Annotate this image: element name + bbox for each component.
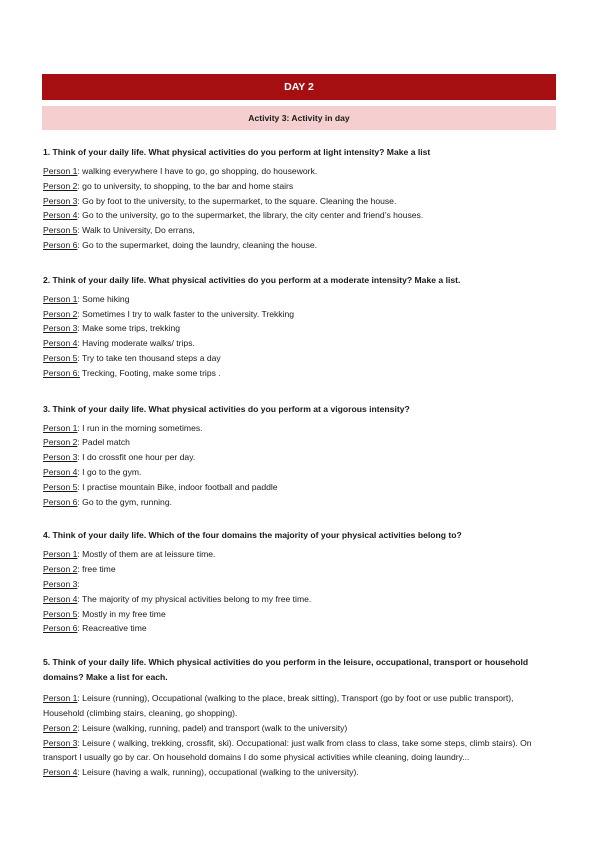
- answer-line: [43, 366, 555, 381]
- question-section: [43, 403, 555, 510]
- person-label: Person 5: [43, 481, 78, 492]
- answer-text: : The majority of my physical activities belong to my free time.: [77, 593, 312, 604]
- answer-text: : Go by foot to the university, to the supermarket, to the square. Cleaning the house.: [77, 195, 397, 206]
- person-label: Person 4: [43, 593, 78, 604]
- answer-line: [43, 450, 555, 465]
- person-label: Person 5: [43, 608, 78, 619]
- answer-text: : Reacreative time: [77, 623, 147, 634]
- answer-line: [43, 465, 555, 480]
- person-label: Person 3: [43, 452, 78, 463]
- person-label: Person 2: [43, 308, 78, 319]
- person-label: Person 1: [43, 693, 78, 704]
- person-label: Person 4: [43, 466, 78, 477]
- answer-text: : Some hiking: [77, 293, 130, 304]
- answer-line: [43, 480, 555, 495]
- answer-line: [43, 736, 555, 766]
- answer-text: : I practise mountain Bike, indoor football and paddle: [77, 481, 278, 492]
- question-heading: 1. Think of your daily life. What physical activities do you perform at light intensity? Make a list: [43, 147, 431, 157]
- person-label: Person 2: [43, 180, 78, 191]
- day-banner: [42, 74, 556, 100]
- answer-text: : Having moderate walks/ trips.: [77, 338, 195, 349]
- activity-title: Activity 3: Activity in day: [248, 113, 350, 123]
- answer-line: [43, 307, 555, 322]
- answer-line: [43, 435, 555, 450]
- answer-text: : I go to the gym.: [77, 466, 142, 477]
- answer-line: [43, 179, 555, 194]
- answer-line: [43, 691, 555, 721]
- day-title: DAY 2: [284, 81, 314, 93]
- document-body: [43, 146, 555, 780]
- answer-text: : Go to the supermarket, doing the laundry, cleaning the house.: [77, 239, 318, 250]
- answer-text: : Make some trips, trekking: [77, 323, 181, 334]
- person-label: Person 1: [43, 166, 78, 176]
- answer-line: [43, 208, 555, 223]
- answer-text: : walking everywhere I have to go, go shopping, do housework.: [77, 166, 318, 176]
- answer-text: : Leisure (running), Occupational (walking to the place, break sitting), Transport (go by foot or use public transport), Household (climbing stairs, cleaning, go shopping).: [43, 693, 514, 718]
- person-label: Person 3: [43, 323, 78, 334]
- answer-text: : I run in the morning sometimes.: [77, 422, 203, 433]
- answer-text: :: [77, 578, 80, 589]
- answer-line: [43, 721, 555, 736]
- answer-line: [43, 194, 555, 209]
- answer-line: [43, 607, 555, 622]
- answer-line: [43, 547, 555, 562]
- question-heading: 5. Think of your daily life. Which physical activities do you perform in the leisure, occupational, transport or household domains? Make a list for each.: [43, 657, 529, 683]
- answer-line: [43, 495, 555, 510]
- answer-text: : Walk to University, Do errans,: [77, 225, 195, 236]
- person-label: Person 6: [43, 623, 78, 634]
- person-label: Person 5: [43, 352, 78, 363]
- person-label: Person 3: [43, 578, 78, 589]
- person-label: Person 4: [43, 767, 78, 778]
- person-label: Person 4: [43, 210, 78, 221]
- answer-line: [43, 621, 555, 636]
- question-section: [43, 274, 555, 381]
- answer-line: [43, 223, 555, 238]
- answer-text: : I do crossfit one hour per day.: [77, 452, 196, 463]
- answer-text: : Leisure (having a walk, running), occupational (walking to the university).: [77, 767, 359, 778]
- person-label: Person 3: [43, 195, 78, 206]
- answer-text: : Sometimes I try to walk faster to the university. Trekking: [77, 308, 295, 319]
- activity-banner: [42, 106, 556, 130]
- question-section: [43, 529, 555, 636]
- answer-text: : Leisure (walking, running, padel) and transport (walk to the university): [77, 722, 348, 733]
- question-heading: 3. Think of your daily life. What physical activities do you perform at a vigorous intensity?: [43, 403, 410, 414]
- answer-line: [43, 292, 555, 307]
- person-label: Person 4: [43, 338, 78, 349]
- person-label: Person 1: [43, 549, 78, 560]
- answer-text: : Try to take ten thousand steps a day: [77, 352, 221, 363]
- person-label: Person 5: [43, 225, 78, 236]
- person-label: Person 1: [43, 293, 78, 304]
- answer-line: [43, 238, 555, 253]
- person-label: Person 2: [43, 564, 78, 575]
- person-label: Person 6: [43, 239, 78, 250]
- answer-text: : go to university, to shopping, to the bar and home stairs: [77, 180, 294, 191]
- answer-line: [43, 164, 555, 179]
- question-heading: 4. Think of your daily life. Which of the four domains the majority of your physical activities belong to?: [43, 530, 462, 541]
- answer-line: [43, 577, 555, 592]
- answer-line: [43, 336, 555, 351]
- question-heading: 2. Think of your daily life. What physical activities do you perform at a moderate intensity? Make a list.: [43, 274, 461, 285]
- person-label: Person 6: [43, 496, 78, 507]
- answer-text: : Padel match: [77, 437, 130, 448]
- person-label: Person 6:: [43, 367, 80, 378]
- answer-line: [43, 765, 555, 780]
- person-label: Person 1: [43, 422, 78, 433]
- question-section: [43, 655, 555, 780]
- answer-text: : Go to the university, go to the supermarket, the library, the city center and friend’s houses.: [77, 210, 424, 221]
- answer-text: Trecking, Footing, make some trips .: [79, 367, 221, 378]
- person-label: Person 2: [43, 437, 78, 448]
- person-label: Person 3: [43, 737, 78, 748]
- person-label: Person 2: [43, 722, 78, 733]
- answer-line: [43, 421, 555, 436]
- answer-text: : Go to the gym, running.: [77, 496, 172, 507]
- answer-line: [43, 321, 555, 336]
- answer-text: : Mostly in my free time: [77, 608, 166, 619]
- answer-text: : free time: [77, 564, 116, 575]
- answer-text: : Leisure ( walking, trekking, crossfit, ski). Occupational: just walk from class to class, take some steps, climb stairs). On transport I usually go by car. On household domains I do some physical activities while cleaning, doing laundry...: [43, 737, 532, 763]
- question-section: [43, 146, 555, 253]
- answer-line: [43, 351, 555, 366]
- answer-text: : Mostly of them are at leissure time.: [77, 549, 216, 560]
- answer-line: [43, 592, 555, 607]
- answer-line: [43, 562, 555, 577]
